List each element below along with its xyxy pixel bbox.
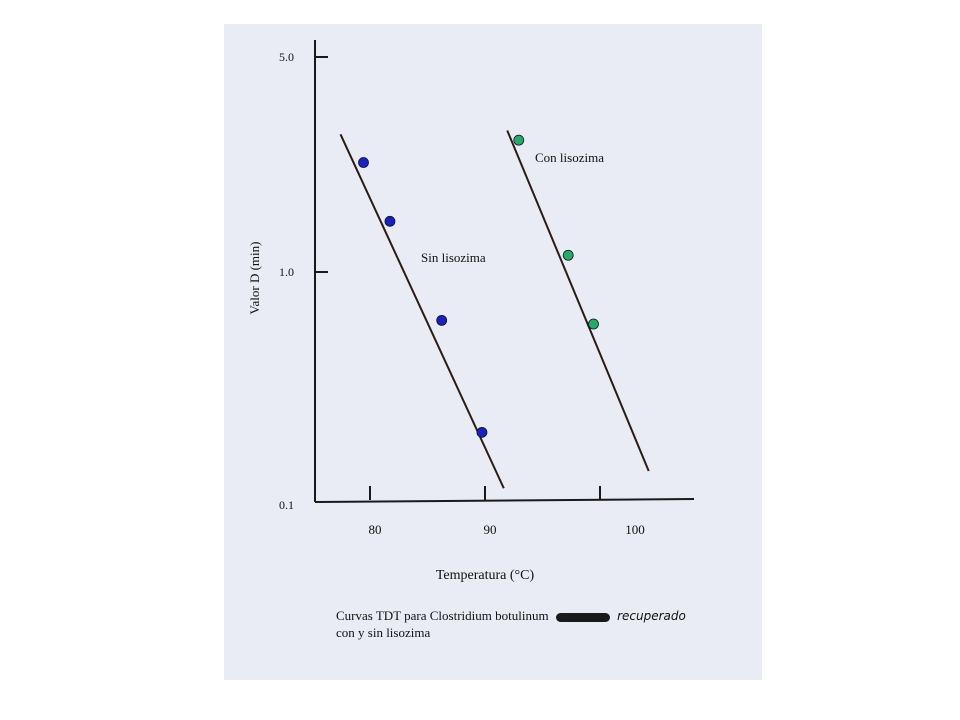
x-tick-label: 90	[483, 522, 497, 537]
x-axis-label: Temperatura (°C)	[435, 568, 535, 583]
data-point	[589, 319, 599, 329]
fit-lines	[341, 130, 649, 488]
axis-labels	[247, 150, 604, 583]
y-tick-label: 5.0	[279, 50, 294, 64]
x-tick-label: 80	[368, 522, 382, 537]
fit-line	[507, 130, 648, 470]
x-axis	[315, 499, 694, 502]
data-points	[359, 135, 599, 437]
redaction-scribble	[556, 613, 610, 622]
caption-line-1: Curvas TDT para Clostridium botulinum	[336, 608, 549, 623]
caption	[336, 608, 686, 624]
ticks	[279, 50, 645, 537]
y-axis-label: Valor D (min)	[247, 241, 262, 315]
data-point	[359, 158, 369, 168]
y-tick-label: 1.0	[279, 265, 294, 279]
caption-line-2: con y sin lisozima	[336, 625, 431, 640]
data-point	[437, 315, 447, 325]
series-label-con-lisozima: Con lisozima	[535, 150, 604, 165]
axes	[315, 40, 694, 502]
y-tick-label: 0.1	[279, 498, 294, 512]
caption-handwritten-note: recuperado	[617, 609, 686, 623]
data-point	[477, 427, 487, 437]
data-point	[514, 135, 524, 145]
series-label-sin-lisozima: Sin lisozima	[421, 250, 486, 265]
data-point	[563, 250, 573, 260]
x-tick-label: 100	[625, 522, 645, 537]
data-point	[385, 216, 395, 226]
